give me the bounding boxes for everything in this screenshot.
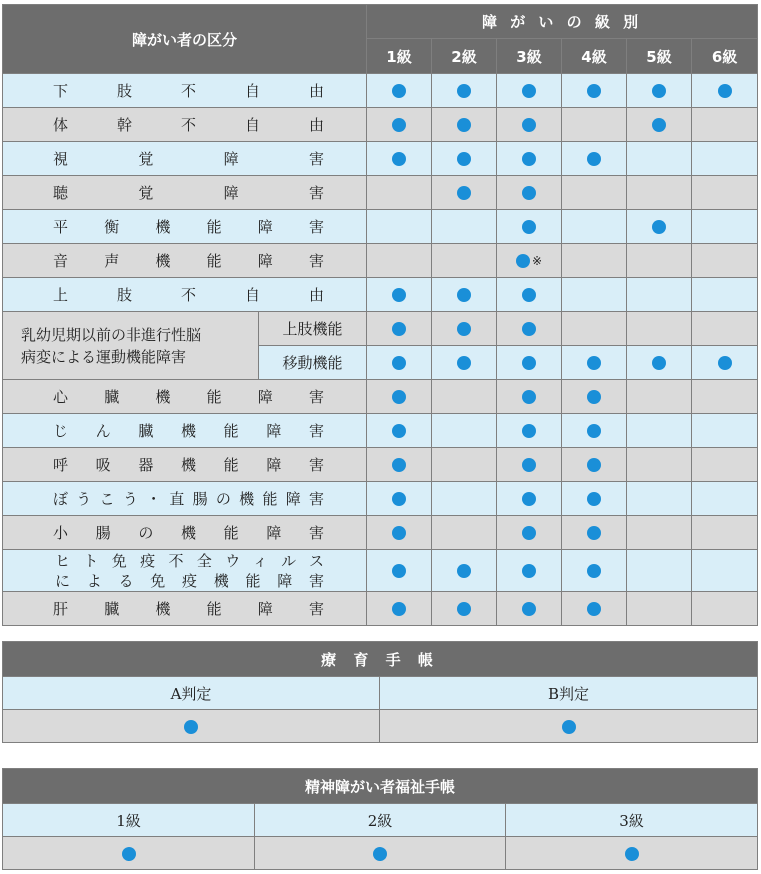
mark-dot-icon <box>392 492 406 506</box>
sub-row-label: 移動機能 <box>259 346 367 380</box>
row-grade-4-cell <box>562 108 627 142</box>
row-grade-1-cell <box>367 108 432 142</box>
row-grade-1-cell <box>367 592 432 626</box>
merged-label-line2: 病変による運動機能障害 <box>21 347 187 366</box>
row-grade-1-cell <box>367 448 432 482</box>
mark-dot-icon <box>522 288 536 302</box>
row-grade-3-cell <box>497 176 562 210</box>
table-row <box>3 278 758 312</box>
ryoiku-col-label-2: B判定 <box>380 677 758 710</box>
mark-dot-icon <box>587 602 601 616</box>
seishin-title: 精神障がい者福祉手帳 <box>3 769 758 804</box>
row-grade-4-cell <box>562 516 627 550</box>
table-row <box>3 244 758 278</box>
mark-dot-icon <box>587 564 601 578</box>
row-grade-3-cell <box>497 142 562 176</box>
disability-grade-table <box>2 4 758 626</box>
row-grade-3-cell <box>497 278 562 312</box>
ryoiku-table <box>2 641 758 743</box>
row-grade-3-cell <box>497 592 562 626</box>
seishin-col-value-2 <box>255 837 506 870</box>
row-grade-6-cell <box>692 482 758 516</box>
row-grade-3-cell <box>497 550 562 592</box>
mark-dot-icon <box>652 356 666 370</box>
sub-row-grade-4-cell <box>562 346 627 380</box>
row-label <box>3 108 367 142</box>
mark-dot-icon <box>587 356 601 370</box>
row-label <box>3 142 367 176</box>
table-row <box>3 516 758 550</box>
mark-dot-icon <box>392 84 406 98</box>
ryoiku-col-value-2 <box>380 710 758 743</box>
row-grade-3-cell <box>497 108 562 142</box>
row-grade-2-cell <box>432 244 497 278</box>
grade-header-4: 4級 <box>562 39 627 74</box>
row-grade-5-cell <box>627 482 692 516</box>
row-grade-5-cell <box>627 278 692 312</box>
row-label <box>3 482 367 516</box>
row-label-text: 視覚障害 <box>53 150 325 168</box>
row-label <box>3 244 367 278</box>
row-grade-1-cell <box>367 176 432 210</box>
row-grade-6-cell <box>692 210 758 244</box>
row-grade-2-cell <box>432 448 497 482</box>
row-label-text: 小腸の機能障害 <box>53 524 325 542</box>
row-grade-2-cell <box>432 592 497 626</box>
note-mark: ※ <box>531 254 543 268</box>
row-grade-2-cell <box>432 210 497 244</box>
row-grade-5-cell <box>627 244 692 278</box>
mark-dot-icon <box>457 186 471 200</box>
row-grade-3-cell <box>497 74 562 108</box>
table-row <box>3 380 758 414</box>
mark-dot-icon <box>587 424 601 438</box>
row-grade-2-cell <box>432 414 497 448</box>
sub-row-grade-5-cell <box>627 346 692 380</box>
mark-dot-icon <box>373 847 387 861</box>
sub-row-grade-6-cell <box>692 346 758 380</box>
row-grade-5-cell <box>627 448 692 482</box>
row-grade-2-cell <box>432 142 497 176</box>
mark-dot-icon <box>457 288 471 302</box>
seishin-col-label-1: 1級 <box>3 804 255 837</box>
row-grade-6-cell <box>692 380 758 414</box>
row-grade-6-cell <box>692 278 758 312</box>
row-grade-4-cell <box>562 176 627 210</box>
row-grade-5-cell <box>627 142 692 176</box>
mark-dot-icon <box>392 390 406 404</box>
row-label-text: 呼吸器機能障害 <box>53 456 325 474</box>
table-row <box>3 210 758 244</box>
row-grade-1-cell <box>367 550 432 592</box>
row-grade-2-cell <box>432 176 497 210</box>
seishin-col-label-3: 3級 <box>506 804 758 837</box>
row-grade-5-cell <box>627 380 692 414</box>
mark-dot-icon <box>457 84 471 98</box>
row-label-text: 心臓機能障害 <box>53 388 325 406</box>
row-grade-5-cell <box>627 592 692 626</box>
mark-dot-icon <box>652 118 666 132</box>
mark-dot-icon <box>625 847 639 861</box>
mark-dot-icon <box>392 356 406 370</box>
row-grade-4-cell <box>562 278 627 312</box>
row-label-text: 音声機能障害 <box>53 252 325 270</box>
row-label-text: じん臓機能障害 <box>53 422 325 440</box>
row-grade-3-cell <box>497 516 562 550</box>
sub-row-grade-6-cell <box>692 312 758 346</box>
row-label-text: ぼうこう・直腸の機能障害 <box>53 490 325 508</box>
mark-dot-icon <box>457 152 471 166</box>
mark-dot-icon <box>587 390 601 404</box>
row-grade-1-cell <box>367 210 432 244</box>
row-label <box>3 210 367 244</box>
row-label-text: 上肢不自由 <box>53 286 325 304</box>
seishin-col-value-3 <box>506 837 758 870</box>
sub-row-grade-1-cell <box>367 312 432 346</box>
row-grade-1-cell <box>367 278 432 312</box>
row-grade-5-cell <box>627 210 692 244</box>
mark-dot-icon <box>587 84 601 98</box>
mark-dot-icon <box>457 602 471 616</box>
table-row <box>3 482 758 516</box>
table-row <box>3 74 758 108</box>
row-grade-2-cell <box>432 278 497 312</box>
row-label <box>3 448 367 482</box>
mark-dot-icon <box>652 84 666 98</box>
seishin-label-row <box>3 804 758 837</box>
row-label-text: 平衡機能障害 <box>53 218 325 236</box>
sub-row-grade-3-cell <box>497 312 562 346</box>
row-grade-4-cell <box>562 380 627 414</box>
table-row <box>3 312 758 346</box>
row-label <box>3 592 367 626</box>
row-label <box>3 516 367 550</box>
row-grade-5-cell <box>627 108 692 142</box>
row-label <box>3 380 367 414</box>
ryoiku-title: 療 育 手 帳 <box>3 642 758 677</box>
row-label-line2: による免疫機能障害 <box>55 571 325 590</box>
table-row <box>3 592 758 626</box>
mark-dot-icon <box>522 152 536 166</box>
row-label <box>3 550 367 592</box>
row-grade-6-cell <box>692 176 758 210</box>
mark-dot-icon <box>392 118 406 132</box>
mark-dot-icon <box>522 322 536 336</box>
row-label <box>3 74 367 108</box>
row-grade-5-cell <box>627 550 692 592</box>
row-grade-4-cell <box>562 550 627 592</box>
row-label <box>3 176 367 210</box>
seishin-col-value-1 <box>3 837 255 870</box>
mark-dot-icon <box>392 602 406 616</box>
mark-dot-icon <box>652 220 666 234</box>
row-grade-3-cell <box>497 380 562 414</box>
row-grade-5-cell <box>627 414 692 448</box>
mark-dot-icon <box>457 564 471 578</box>
row-label-text: 肝臓機能障害 <box>53 600 325 618</box>
mark-dot-icon <box>392 424 406 438</box>
table-row <box>3 448 758 482</box>
row-grade-1-cell <box>367 516 432 550</box>
row-grade-3-cell <box>497 244 562 278</box>
sub-row-grade-2-cell <box>432 312 497 346</box>
row-grade-6-cell <box>692 74 758 108</box>
row-grade-1-cell <box>367 380 432 414</box>
seishin-table <box>2 768 758 870</box>
mark-dot-icon <box>587 152 601 166</box>
mark-dot-icon <box>522 424 536 438</box>
row-grade-6-cell <box>692 244 758 278</box>
row-grade-6-cell <box>692 414 758 448</box>
mark-dot-icon <box>718 356 732 370</box>
table-row <box>3 414 758 448</box>
row-grade-6-cell <box>692 142 758 176</box>
mark-dot-icon <box>562 720 576 734</box>
mark-dot-icon <box>522 186 536 200</box>
row-grade-4-cell <box>562 244 627 278</box>
table-row <box>3 550 758 592</box>
row-grade-1-cell <box>367 74 432 108</box>
ryoiku-value-row <box>3 710 758 743</box>
mark-dot-icon <box>122 847 136 861</box>
row-grade-6-cell <box>692 108 758 142</box>
row-grade-2-cell <box>432 516 497 550</box>
row-grade-3-cell <box>497 482 562 516</box>
row-grade-2-cell <box>432 74 497 108</box>
mark-dot-icon <box>522 390 536 404</box>
header-grades: 障 が い の 級 別 <box>367 5 758 39</box>
mark-dot-icon <box>522 526 536 540</box>
ryoiku-col-value-1 <box>3 710 380 743</box>
row-label-text: 下肢不自由 <box>53 82 325 100</box>
row-grade-4-cell <box>562 142 627 176</box>
row-grade-2-cell <box>432 550 497 592</box>
row-grade-4-cell <box>562 210 627 244</box>
row-grade-5-cell <box>627 74 692 108</box>
mark-dot-icon <box>522 118 536 132</box>
row-label-text: 聴覚障害 <box>53 184 325 202</box>
mark-dot-icon <box>522 602 536 616</box>
mark-dot-icon <box>522 84 536 98</box>
mark-dot-icon <box>522 564 536 578</box>
mark-dot-icon <box>587 492 601 506</box>
row-grade-4-cell <box>562 74 627 108</box>
mark-dot-icon <box>457 118 471 132</box>
ryoiku-label-row <box>3 677 758 710</box>
mark-dot-icon <box>392 152 406 166</box>
row-grade-6-cell <box>692 592 758 626</box>
row-label-text: 体幹不自由 <box>53 116 325 134</box>
sub-row-label: 上肢機能 <box>259 312 367 346</box>
row-grade-2-cell <box>432 482 497 516</box>
row-grade-4-cell <box>562 448 627 482</box>
header-category: 障がい者の区分 <box>3 5 367 74</box>
mark-dot-icon <box>392 526 406 540</box>
table-row <box>3 142 758 176</box>
mark-dot-icon <box>392 458 406 472</box>
table-row <box>3 176 758 210</box>
row-grade-1-cell <box>367 414 432 448</box>
row-grade-6-cell <box>692 550 758 592</box>
ryoiku-col-label-1: A判定 <box>3 677 380 710</box>
mark-dot-icon <box>587 526 601 540</box>
row-grade-1-cell <box>367 142 432 176</box>
grade-header-2: 2級 <box>432 39 497 74</box>
row-grade-1-cell <box>367 244 432 278</box>
mark-dot-icon <box>457 356 471 370</box>
main-table-body <box>3 74 758 626</box>
mark-dot-icon <box>392 288 406 302</box>
sub-row-grade-3-cell <box>497 346 562 380</box>
grade-header-1: 1級 <box>367 39 432 74</box>
row-grade-3-cell <box>497 414 562 448</box>
sub-row-grade-4-cell <box>562 312 627 346</box>
mark-dot-icon <box>718 84 732 98</box>
sub-row-grade-5-cell <box>627 312 692 346</box>
mark-dot-icon <box>587 458 601 472</box>
row-grade-6-cell <box>692 448 758 482</box>
row-grade-1-cell <box>367 482 432 516</box>
grade-header-3: 3級 <box>497 39 562 74</box>
row-grade-2-cell <box>432 380 497 414</box>
row-grade-3-cell <box>497 210 562 244</box>
row-grade-4-cell <box>562 592 627 626</box>
row-label <box>3 414 367 448</box>
mark-dot-icon <box>522 220 536 234</box>
row-label <box>3 278 367 312</box>
mark-dot-icon <box>522 492 536 506</box>
mark-dot-icon <box>516 254 530 268</box>
sub-row-grade-2-cell <box>432 346 497 380</box>
mark-dot-icon <box>392 322 406 336</box>
mark-dot-icon <box>522 458 536 472</box>
mark-dot-icon <box>457 322 471 336</box>
mark-dot-icon <box>392 564 406 578</box>
merged-label-line1: 乳幼児期以前の非進行性脳 <box>21 325 202 344</box>
row-grade-4-cell <box>562 482 627 516</box>
mark-dot-icon <box>184 720 198 734</box>
sub-row-grade-1-cell <box>367 346 432 380</box>
row-grade-4-cell <box>562 414 627 448</box>
row-label-line1: ヒト免疫不全ウィルス <box>55 551 325 570</box>
grade-header-6: 6級 <box>692 39 758 74</box>
row-grade-6-cell <box>692 516 758 550</box>
seishin-value-row <box>3 837 758 870</box>
row-grade-3-cell <box>497 448 562 482</box>
row-grade-5-cell <box>627 176 692 210</box>
table-row <box>3 108 758 142</box>
mark-dot-icon <box>522 356 536 370</box>
grade-header-5: 5級 <box>627 39 692 74</box>
row-grade-5-cell <box>627 516 692 550</box>
merged-row-label <box>3 312 259 380</box>
row-grade-2-cell <box>432 108 497 142</box>
seishin-col-label-2: 2級 <box>255 804 506 837</box>
